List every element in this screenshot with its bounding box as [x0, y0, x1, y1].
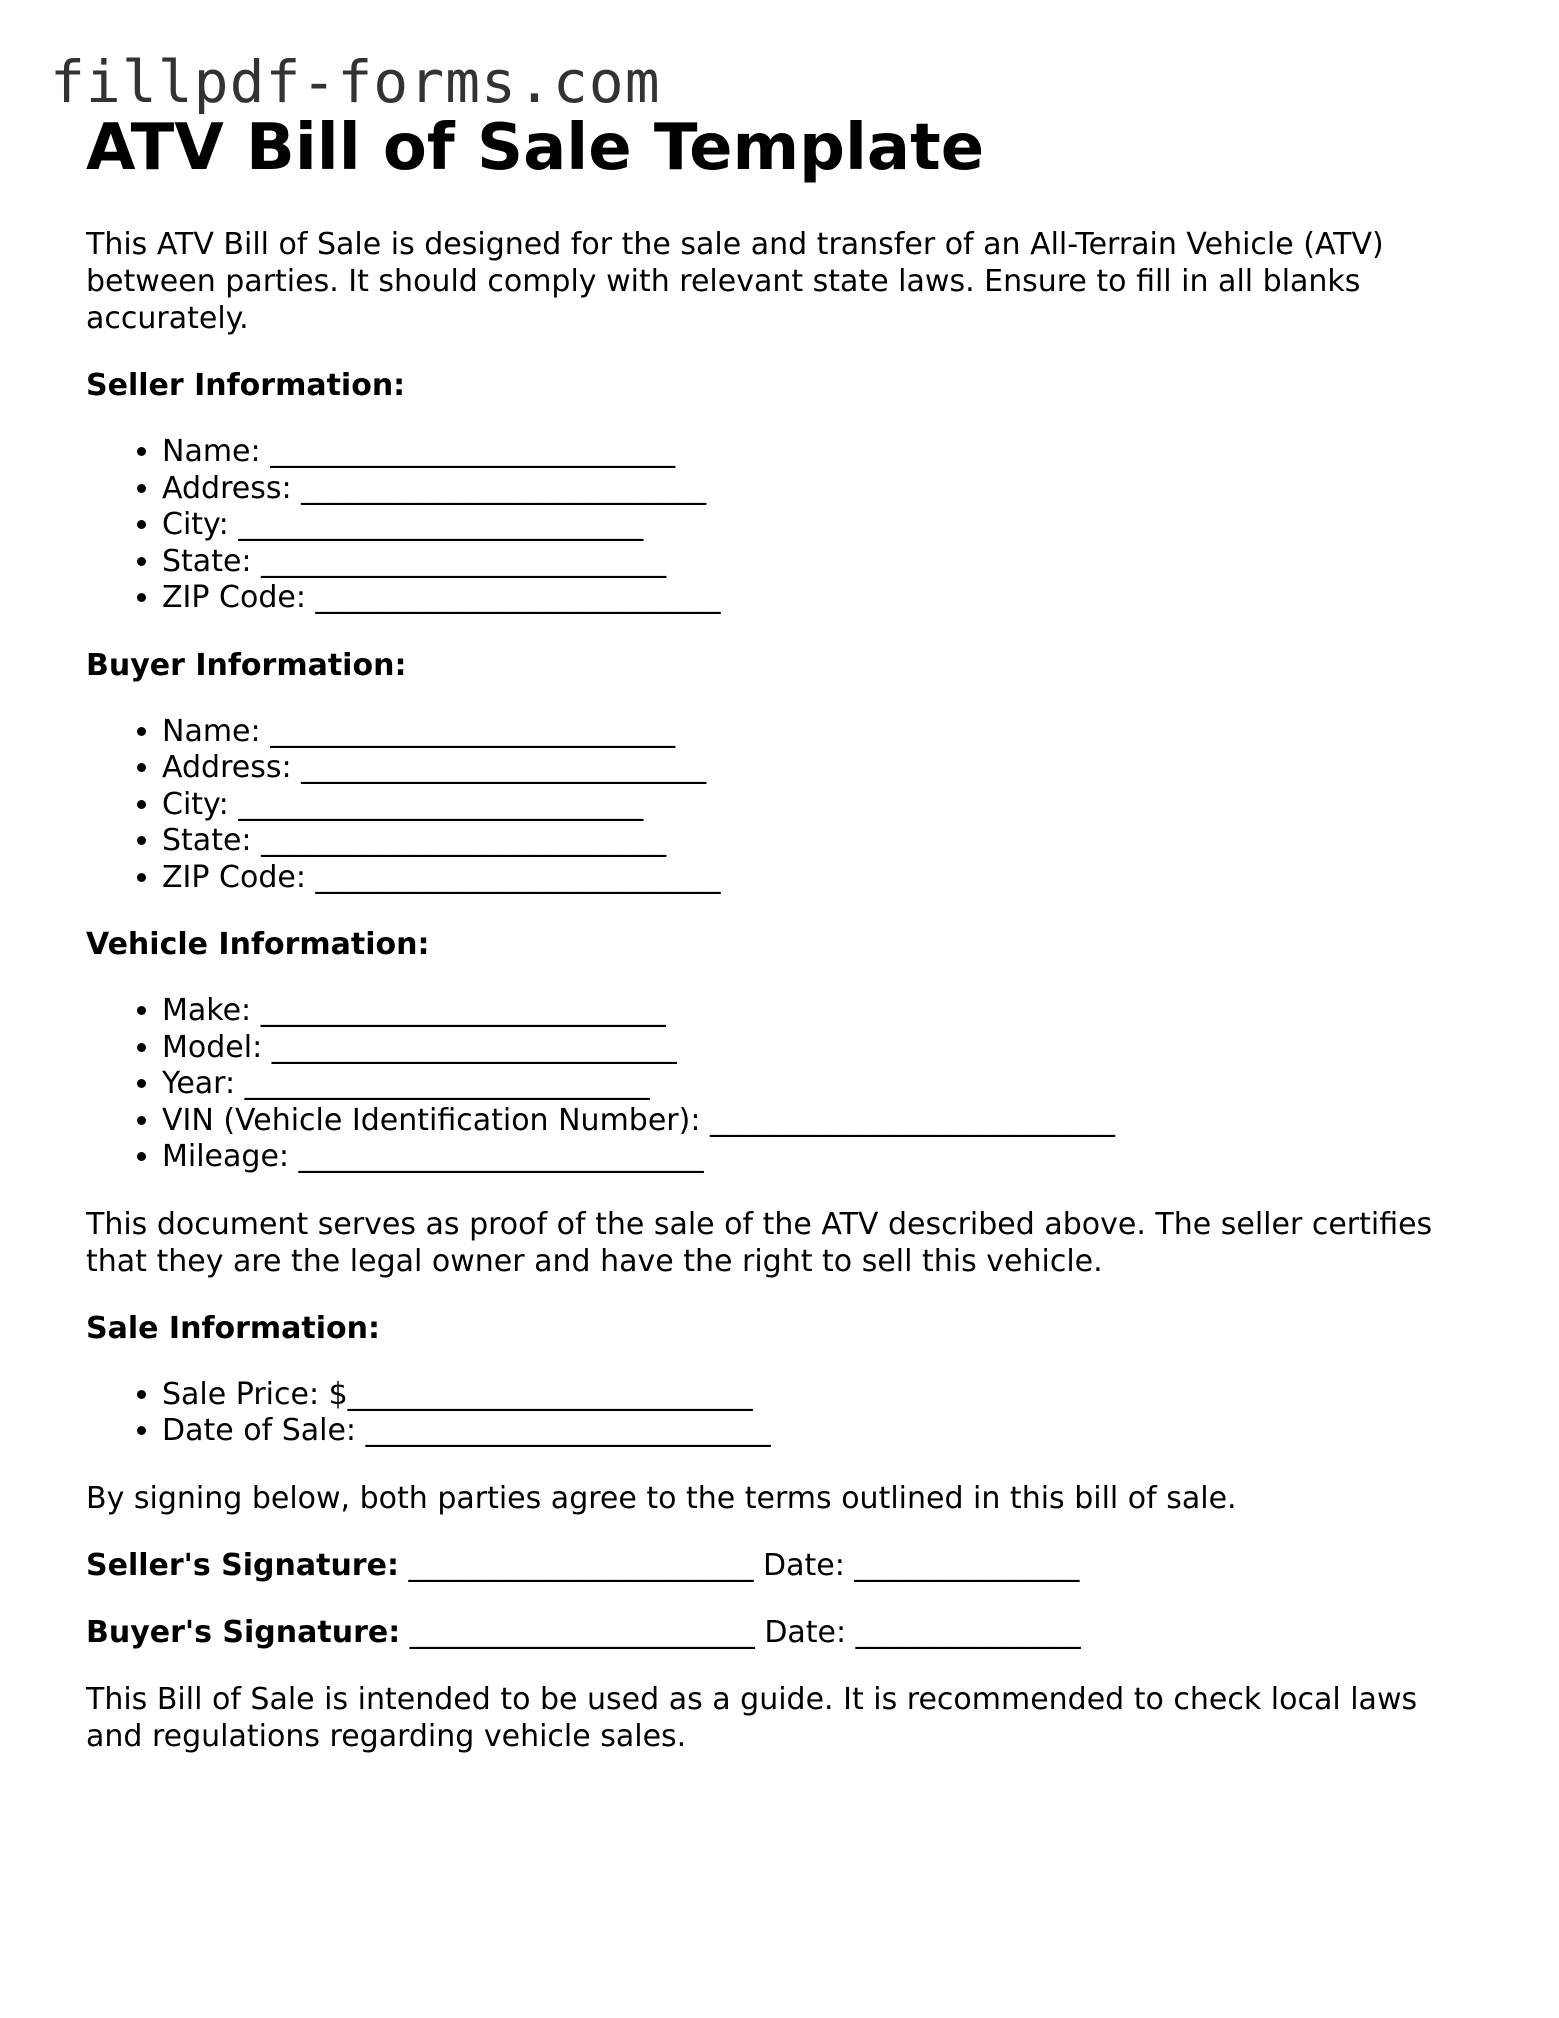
vehicle-model-field[interactable]: • Model: ___________________________ [162, 1030, 1486, 1067]
proof-statement: This document serves as proof of the sale of the ATV described above. The seller certifies that they are the legal owner and have the right to sell this vehicle. [86, 1206, 1433, 1279]
buyer-city-field[interactable]: • City: ___________________________ [162, 787, 1486, 824]
vehicle-make-field[interactable]: • Make: ___________________________ [162, 993, 1486, 1030]
buyer-address-field[interactable]: • Address: ___________________________ [162, 750, 1486, 787]
buyer-date-label: Date: [764, 1614, 847, 1650]
seller-state-field[interactable]: • State: ___________________________ [162, 544, 1486, 581]
vehicle-mileage-field[interactable]: • Mileage: ___________________________ [162, 1139, 1486, 1176]
seller-heading: Seller Information: [86, 368, 406, 403]
vehicle-vin-field[interactable]: • VIN (Vehicle Identification Number): ___________________________ [162, 1103, 1486, 1140]
buyer-signature-line[interactable] [86, 1614, 1486, 1651]
seller-signature-line[interactable] [86, 1547, 1486, 1584]
vehicle-field-list [86, 993, 1486, 1176]
sale-date-field[interactable]: • Date of Sale: ___________________________ [162, 1413, 1486, 1450]
buyer-name-field[interactable]: • Name: ___________________________ [162, 714, 1486, 751]
buyer-field-list [86, 714, 1486, 897]
agreement-statement: By signing below, both parties agree to the terms outlined in this bill of sale. [86, 1480, 1237, 1516]
seller-date-blank[interactable]: _______________ [854, 1547, 1080, 1583]
buyer-state-field[interactable]: • State: ___________________________ [162, 823, 1486, 860]
buyer-heading: Buyer Information: [86, 647, 407, 683]
sale-heading: Sale Information: [86, 1310, 380, 1346]
seller-city-field[interactable]: • City: ___________________________ [162, 507, 1486, 544]
seller-signature-label: Seller's Signature: [86, 1547, 399, 1583]
seller-address-field[interactable]: • Address: ___________________________ [162, 471, 1486, 508]
sale-price-field[interactable]: • Sale Price: $___________________________ [162, 1377, 1486, 1414]
document-page [86, 108, 1486, 1755]
seller-zip-field[interactable]: • ZIP Code: ___________________________ [162, 580, 1486, 617]
vehicle-year-field[interactable]: • Year: ___________________________ [162, 1066, 1486, 1103]
seller-signature-blank[interactable]: _______________________ [408, 1547, 754, 1583]
buyer-signature-label: Buyer's Signature: [86, 1614, 401, 1650]
seller-date-label: Date: [763, 1547, 845, 1583]
intro-paragraph: This ATV Bill of Sale is designed for the sale and transfer of an All-Terrain Vehicle (ATV) between parties. It should comply with relevant state laws. Ensure to fill in all blanks accurately. [86, 227, 1384, 336]
vehicle-heading: Vehicle Information: [86, 927, 430, 962]
buyer-date-blank[interactable]: _______________ [855, 1614, 1081, 1650]
page-title: ATV Bill of Sale Template [86, 111, 985, 185]
buyer-zip-field[interactable]: • ZIP Code: ___________________________ [162, 860, 1486, 897]
seller-field-list [86, 434, 1486, 617]
sale-field-list [86, 1377, 1486, 1450]
buyer-signature-blank[interactable]: _______________________ [409, 1614, 755, 1650]
watermark-text: fillpdf-forms.com [50, 48, 661, 116]
seller-name-field[interactable]: • Name: ___________________________ [162, 434, 1486, 471]
disclaimer-paragraph: This Bill of Sale is intended to be used as a guide. It is recommended to check local laws and regulations regarding vehicle sales. [86, 1681, 1418, 1754]
